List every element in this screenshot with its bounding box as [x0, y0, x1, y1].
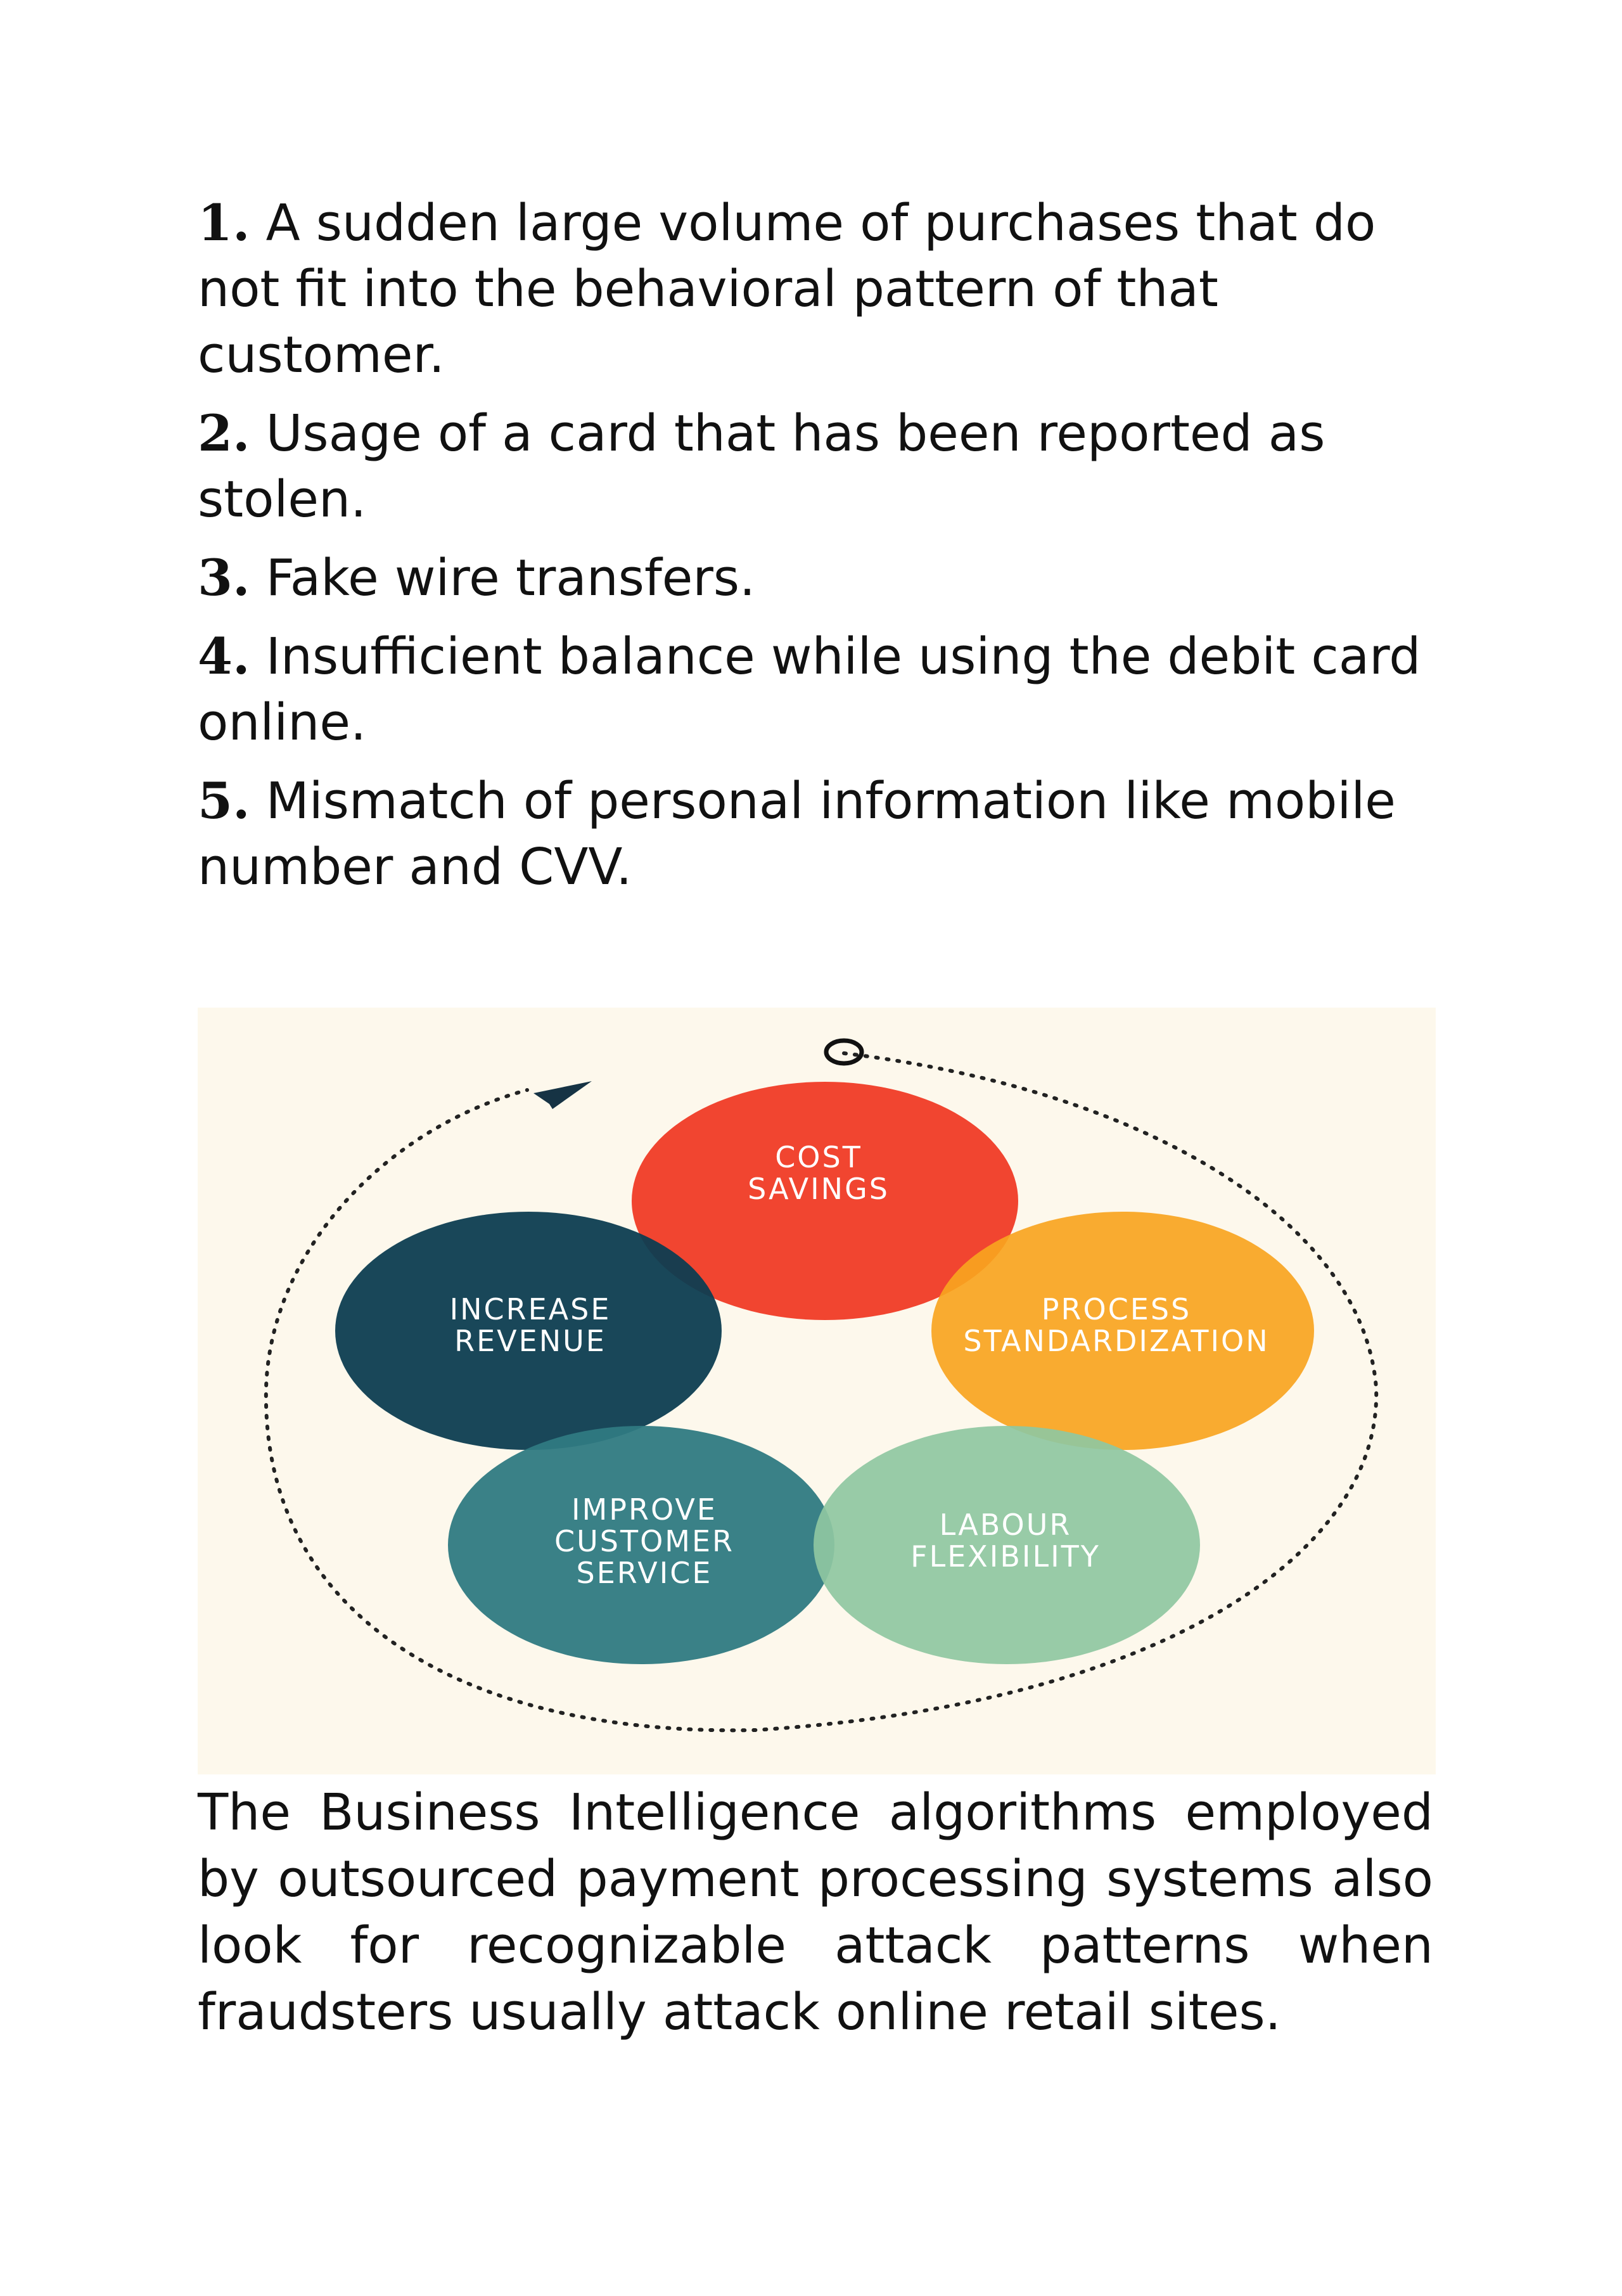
- list-text: Fake wire transfers.: [250, 549, 756, 607]
- list-item: [198, 401, 1433, 532]
- benefits-diagram-svg: [198, 1008, 1436, 1774]
- labour-label-line2: FLEXIBILITY: [910, 1539, 1101, 1574]
- improve-label-line2: CUSTOMER: [554, 1524, 735, 1558]
- list-text: Mismatch of personal information like mobile number and CVV.: [198, 772, 1396, 896]
- list-item: [198, 624, 1433, 755]
- list-item: [198, 768, 1433, 900]
- improve-label-line1: IMPROVE: [572, 1492, 717, 1527]
- list-text: A sudden large volume of purchases that do not fit into the behavioral pattern of that customer.: [198, 194, 1376, 384]
- list-number: 4.: [198, 627, 250, 686]
- labour-label-line1: LABOUR: [939, 1508, 1072, 1542]
- list-item: [198, 190, 1433, 388]
- increase-label-line2: REVENUE: [454, 1324, 606, 1358]
- list-number: 2.: [198, 404, 250, 463]
- improve-label-line3: SERVICE: [576, 1556, 713, 1590]
- list-number: 3.: [198, 548, 250, 607]
- cost-label-line1: COST: [775, 1140, 862, 1174]
- numbered-list: [198, 190, 1433, 913]
- body-paragraph: The Business Intelligence algorithms employed by outsourced payment processing systems also look for recognizable attack patterns when fraudsters usually attack online retail sites.: [198, 1783, 1433, 2041]
- list-text: Usage of a card that has been reported as stolen.: [198, 404, 1325, 529]
- process-label-line1: PROCESS: [1041, 1292, 1192, 1326]
- list-item: [198, 545, 1433, 611]
- orbit-arrow-icon: [533, 1081, 592, 1109]
- list-number: 1.: [198, 193, 250, 252]
- benefits-diagram: [198, 1008, 1436, 1774]
- cost-label-line2: SAVINGS: [748, 1172, 890, 1206]
- list-text: Insufficient balance while using the debit card online.: [198, 627, 1421, 752]
- increase-label-line1: INCREASE: [449, 1292, 611, 1326]
- list-number: 5.: [198, 771, 250, 830]
- process-label-line2: STANDARDIZATION: [963, 1324, 1270, 1358]
